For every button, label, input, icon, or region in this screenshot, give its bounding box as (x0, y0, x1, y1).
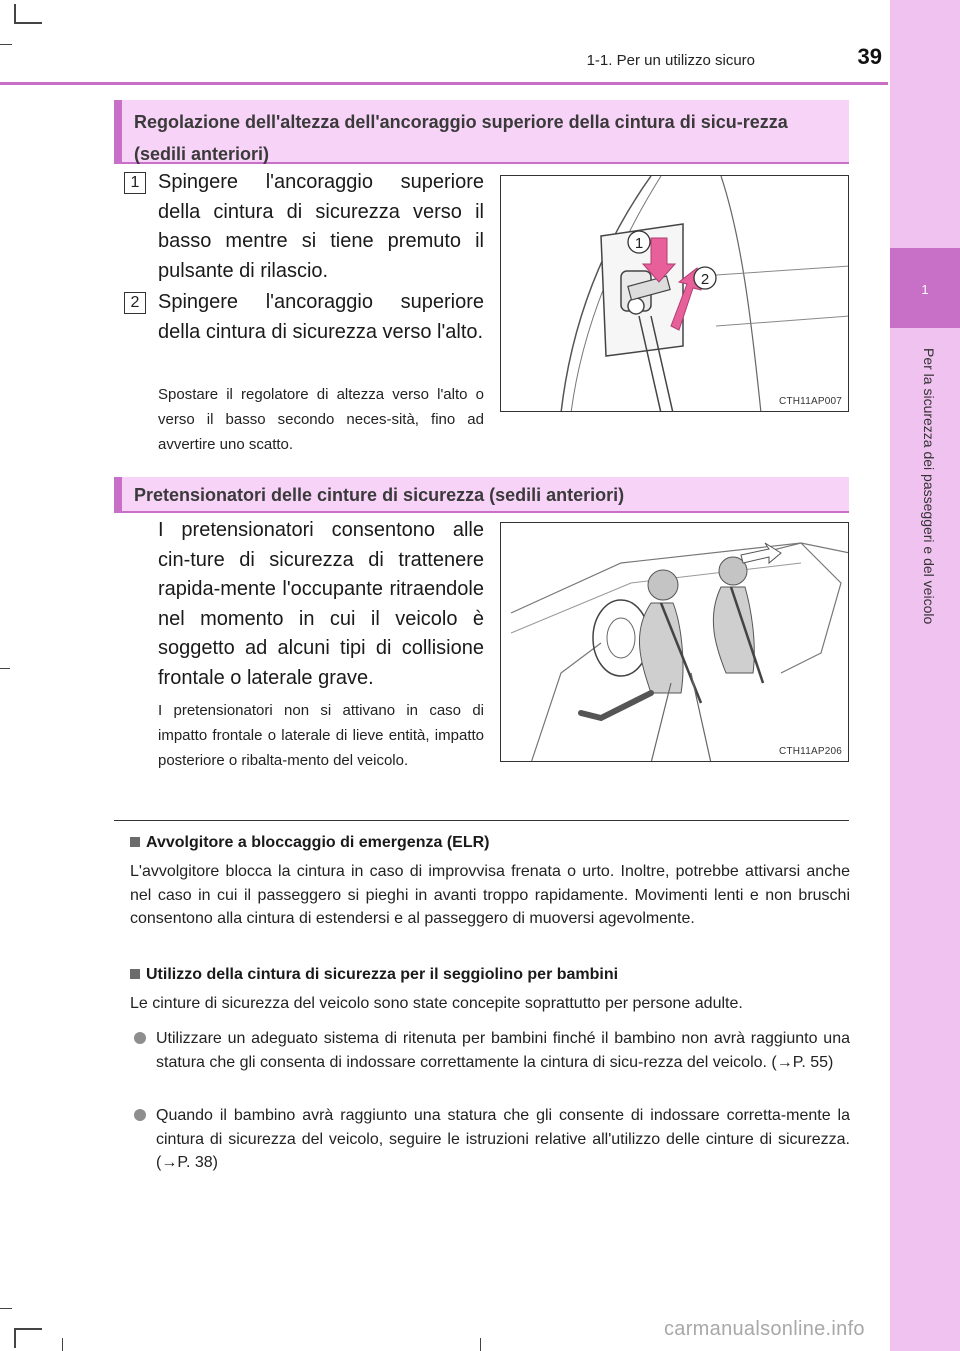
figure-callout-1: 1 (634, 235, 644, 252)
crop-mark (0, 1308, 12, 1309)
header-rule (0, 82, 888, 85)
circle-bullet-icon (134, 1109, 146, 1121)
side-tab-chapter: 1 (890, 248, 960, 328)
crop-mark (14, 22, 42, 24)
crop-mark (0, 668, 10, 669)
step-text: Spingere l'ancoraggio superiore della cintura di sicurezza verso il basso mentre si tiene premuto il pulsante di rilascio. (158, 171, 484, 282)
running-header-section: 1-1. Per un utilizzo sicuro (586, 52, 755, 69)
info-heading-child-seat (130, 966, 618, 984)
crop-mark (0, 44, 12, 45)
square-bullet-icon (130, 837, 140, 847)
step-number: 1 (124, 172, 146, 194)
side-tab-title: Per la sicurezza dei passeggeri e del veicolo (921, 348, 937, 625)
info-text-child-seat: Le cinture di sicurezza del veicolo sono state concepite soprattutto per persone adulte. (130, 995, 743, 1012)
figure-callout-2: 2 (700, 271, 710, 288)
bullet-text: Quando il bambino avrà raggiunto una statura che gli consente di indossare corretta-mente la cintura di sicurezza del veicolo, seguire le istruzioni relative all'utilizzo delle cinture di sicurezza. (→P. 38) (156, 1107, 850, 1171)
section2-body: I pretensionatori consentono alle cin-ture di sicurezza di trattenere rapida-mente l'occupante ritraendole nel momento in cui il veicolo è soggetto ad alcuni tipi di collisione frontale o laterale grave. (158, 519, 484, 689)
crop-mark (62, 1338, 63, 1351)
square-bullet-icon (130, 969, 140, 979)
info-heading-text: Avvolgitore a bloccaggio di emergenza (ELR) (146, 834, 490, 851)
step-2 (124, 288, 484, 347)
step-text: Spingere l'ancoraggio superiore della cintura di sicurezza verso l'alto. (158, 291, 484, 343)
bullet-item (134, 1104, 850, 1175)
figure-code: CTH11AP206 (779, 746, 842, 757)
section-heading-text: Regolazione dell'altezza dell'ancoraggio superiore della cintura di sicu-rezza (sedili anteriori) (134, 112, 788, 164)
step-number: 2 (124, 292, 146, 314)
bullet-text: Utilizzare un adeguato sistema di ritenuta per bambini finché il bambino non avrà raggiunto una statura che gli consenta di indossare correttamente la cintura di sicu-rezza del veicolo. (→P. 55) (156, 1030, 850, 1071)
step-1 (124, 168, 484, 286)
belt-anchor-illustration (501, 176, 849, 412)
bullet-item (134, 1027, 850, 1074)
section-heading-text: Pretensionatori delle cinture di sicurezza (sedili anteriori) (134, 485, 625, 505)
section-heading-pretensioners (114, 477, 849, 513)
section-heading-anchor-adjustment (114, 100, 849, 164)
crop-mark (14, 4, 16, 24)
section-divider (114, 820, 849, 821)
circle-bullet-icon (134, 1032, 146, 1044)
info-text-elr: L'avvolgitore blocca la cintura in caso di improvvisa frenata o urto. Inoltre, potrebbe attivarsi anche nel caso in cui il passeggero si pieghi in avanti troppo rapidamente. Movimenti lenti e non bruschi consentono alla cintura di estendersi e al passeggero di muoversi agevolmente. (130, 863, 850, 927)
info-heading-elr (130, 834, 489, 852)
info-heading-text: Utilizzo della cintura di sicurezza per il seggiolino per bambini (146, 966, 619, 983)
figure-anchor-adjuster (500, 175, 849, 412)
section2-note: I pretensionatori non si attivano in caso di impatto frontale o laterale di lieve entità, impatto posteriore o ribalta-mento del veicolo. (158, 702, 484, 769)
cabin-occupants-illustration (501, 523, 849, 762)
figure-pretensioner (500, 522, 849, 762)
crop-mark (14, 1328, 16, 1348)
page-number: 39 (857, 44, 882, 69)
watermark: carmanualsonline.info (664, 1318, 865, 1340)
crop-mark (14, 1328, 42, 1330)
section1-note: Spostare il regolatore di altezza verso l'alto o verso il basso secondo neces-sità, fino ad avvertire uno scatto. (158, 386, 484, 453)
figure-code: CTH11AP007 (779, 396, 842, 407)
crop-mark (480, 1338, 481, 1351)
